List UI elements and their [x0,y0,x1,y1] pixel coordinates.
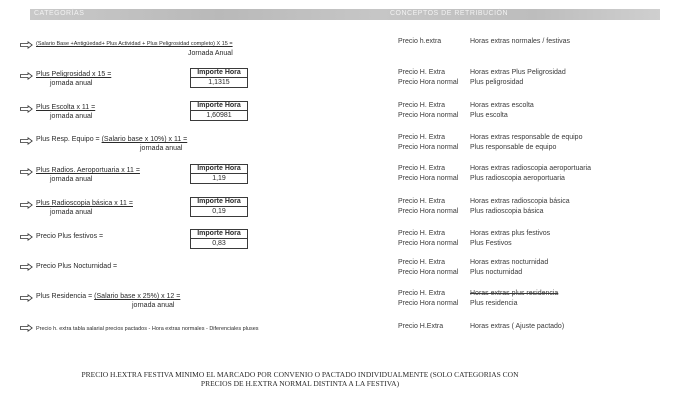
importe-hora-value: 1,60981 [206,112,232,119]
importe-hora-box [190,68,248,88]
importe-hora-value: 1,1315 [208,79,230,86]
concept-description: Plus radioscopia aeroportuaria [470,175,565,182]
concept-label: Precio Hora normal [398,269,459,276]
concept-description: Horas extras responsable de equipo [470,134,583,141]
formula-text: Precio h. extra tabla salarial precios pactados - Hora extras normales - Diferenciales pluses [36,326,259,332]
importe-hora-header: Importe Hora [191,165,247,174]
importe-hora-header: Importe Hora [191,102,247,111]
concept-label: Precio H. Extra [398,290,446,297]
importe-hora-header: Importe Hora [191,69,247,78]
importe-hora-header: Importe Hora [191,198,247,207]
concept-label: Precio H. Extra [398,230,446,237]
concept-description: Horas extras ( Ajuste pactado) [470,323,565,330]
formula-underlined-text: (Salario base x 10%) x 11 = [101,136,188,143]
arrow-right-icon [20,201,33,209]
concept-label: Precio Hora normal [398,240,459,247]
concept-description: Plus nocturnidad [470,269,523,276]
concept-label: Precio H.Extra [398,323,444,330]
header-left-label: CATEGORÍAS [34,10,85,17]
formula-text: Plus Residencia = [36,293,95,300]
concept-label: Precio H. Extra [398,259,446,266]
formula-denominator: jornada anual [50,80,93,87]
importe-hora-value: 1,19 [212,175,226,182]
formula-text: Plus Peligrosidad x 15 = [36,71,112,78]
formula-denominator: jornada anual [50,113,93,120]
concept-description: Plus radioscopia básica [470,208,544,215]
concept-description: Plus peligrosidad [470,79,524,86]
concept-description: Plus responsable de equipo [470,144,557,151]
formula-underlined-text: (Salario base x 25%) x 12 = [94,293,181,300]
concept-description: Horas extras plus festivos [470,230,551,237]
importe-hora-box [190,197,248,217]
formula-denominator: jornada anual [50,176,93,183]
concept-description: Horas extras radioscopia aeroportuaria [470,165,592,172]
concept-label: Precio H. Extra [398,102,446,109]
concept-description: Horas extras Plus Peligrosidad [470,69,566,76]
concept-label: Precio Hora normal [398,175,459,182]
arrow-right-icon [20,233,33,241]
concept-description: Horas extras escolta [470,102,534,109]
concept-label: Precio H. Extra [398,134,446,141]
concept-description: Horas extras normales / festivas [470,38,570,45]
formula-denominator: jornada anual [140,145,183,152]
formula-text: Precio Plus Nocturnidad = [36,263,118,270]
arrow-right-icon [20,168,33,176]
arrow-right-icon [20,41,33,49]
formula-text: (Salario Base +Antigüedad+ Plus Actividad + Plus Peligrosidad completo) X 15 = [36,41,233,47]
concept-label: Precio h.extra [398,38,442,45]
arrow-right-icon [20,294,33,302]
arrow-right-icon [20,72,33,80]
arrow-right-icon [20,137,33,145]
concept-label: Precio Hora normal [398,208,459,215]
concept-description: Plus escolta [470,112,508,119]
arrow-right-icon [20,263,33,271]
importe-hora-box [190,164,248,184]
concept-description: Horas extras radioscopia básica [470,198,570,205]
arrow-right-icon [20,324,33,332]
formula-text: Plus Radios. Aeroportuaria x 11 = [36,167,140,174]
footer-note [40,370,560,388]
formula-text: Precio Plus festivos = [36,233,104,240]
concept-description: Horas extras nocturnidad [470,259,549,266]
importe-hora-box [190,229,248,249]
table-header-bar [30,9,660,20]
concept-label: Precio H. Extra [398,165,446,172]
header-right-label: CONCEPTOS DE RETRIBUCIÓN [390,10,509,17]
concept-label: Precio Hora normal [398,79,459,86]
concept-description: Plus residencia [470,300,518,307]
footer-line-2: PRECIOS DE H.EXTRA NORMAL DISTINTA A LA FESTIVA) [200,379,400,388]
importe-hora-box [190,101,248,121]
concept-description: Plus Festivos [470,240,512,247]
concept-label: Precio Hora normal [398,144,459,151]
concept-label: Precio Hora normal [398,300,459,307]
formula-text: Plus Radioscopia básica x 11 = [36,200,133,207]
formula-denominator: jornada anual [50,209,93,216]
concept-label: Precio H. Extra [398,69,446,76]
formula-text: Plus Resp. Equipo = [36,136,102,143]
importe-hora-value: 0,19 [212,208,226,215]
footer-line-1: PRECIO H.EXTRA FESTIVA MINIMO EL MARCADO POR CONVENIO O PACTADO INDIVIDUALMENTE (SOLO CATEGORIAS CON [81,370,519,379]
formula-denominator: jornada anual [132,302,175,309]
arrow-right-icon [20,105,33,113]
concept-label: Precio Hora normal [398,112,459,119]
formula-text: Plus Escolta x 11 = [36,104,96,111]
importe-hora-value: 0,83 [212,240,226,247]
importe-hora-header: Importe Hora [191,230,247,239]
concept-description: Horas extras plus residencia [470,290,559,297]
concept-label: Precio H. Extra [398,198,446,205]
formula-denominator: Jornada Anual [188,50,233,57]
